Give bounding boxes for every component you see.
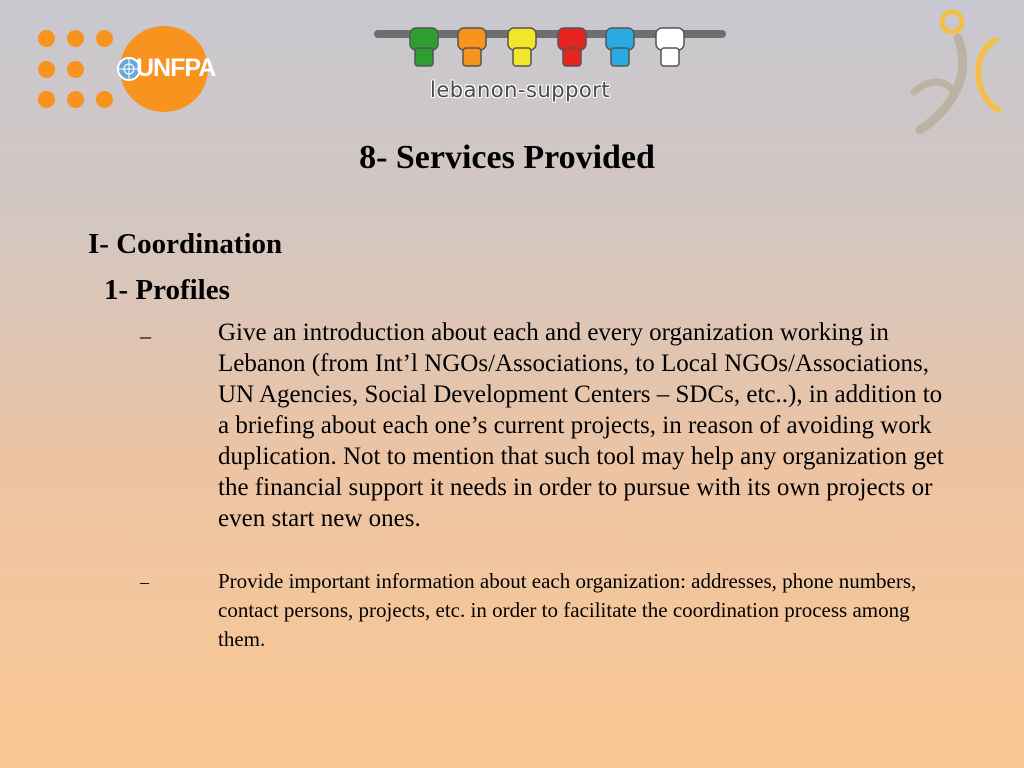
fist-icon-yellow: [504, 20, 540, 68]
unfpa-dot: [67, 30, 84, 47]
unfpa-dot: [96, 91, 113, 108]
fist-icon-white: [652, 20, 688, 68]
unfpa-dot: [38, 61, 55, 78]
bullet-marker: –: [140, 323, 151, 348]
subsection-heading: 1- Profiles: [104, 274, 230, 306]
jc-figure-logo: [900, 8, 1012, 140]
slide-title: 8- Services Provided: [359, 139, 655, 176]
fist-icon-green: [406, 20, 442, 68]
fist-icon-orange: [454, 20, 490, 68]
fist-icon-red: [554, 20, 590, 68]
bullet-text-profiles-intro: Give an introduction about each and every organization working in Lebanon (from Int’l NGOs/Associations, to Local NGOs/Associations, UN Agencies, Social Development Centers – SDCs, etc..), in addition to a briefing about each one’s current projects, in reason of avoiding work duplication. Not to mention that such tool may help any organization get the financial support it needs in order to pursue with its own projects or even start new ones.: [218, 319, 944, 532]
unfpa-dot: [67, 61, 84, 78]
unfpa-dot: [38, 30, 55, 47]
fist-icon-blue: [602, 20, 638, 68]
lebanon-support-wordmark: lebanon-support: [430, 78, 611, 102]
bullet-marker: –: [140, 572, 149, 592]
section-heading: I- Coordination: [88, 228, 283, 260]
unfpa-dot: [67, 91, 84, 108]
unfpa-dot: [96, 30, 113, 47]
unfpa-logo: [36, 26, 216, 112]
unfpa-dot-grid: [36, 28, 118, 110]
bullet-text-contact-info: Provide important information about each organization: addresses, phone numbers, contact persons, projects, etc. in order to facilitate the coordination process among them.: [218, 569, 917, 651]
lebanon-support-logo: [374, 20, 726, 108]
unfpa-wordmark: UNFPA: [136, 54, 216, 82]
unfpa-dot: [38, 91, 55, 108]
